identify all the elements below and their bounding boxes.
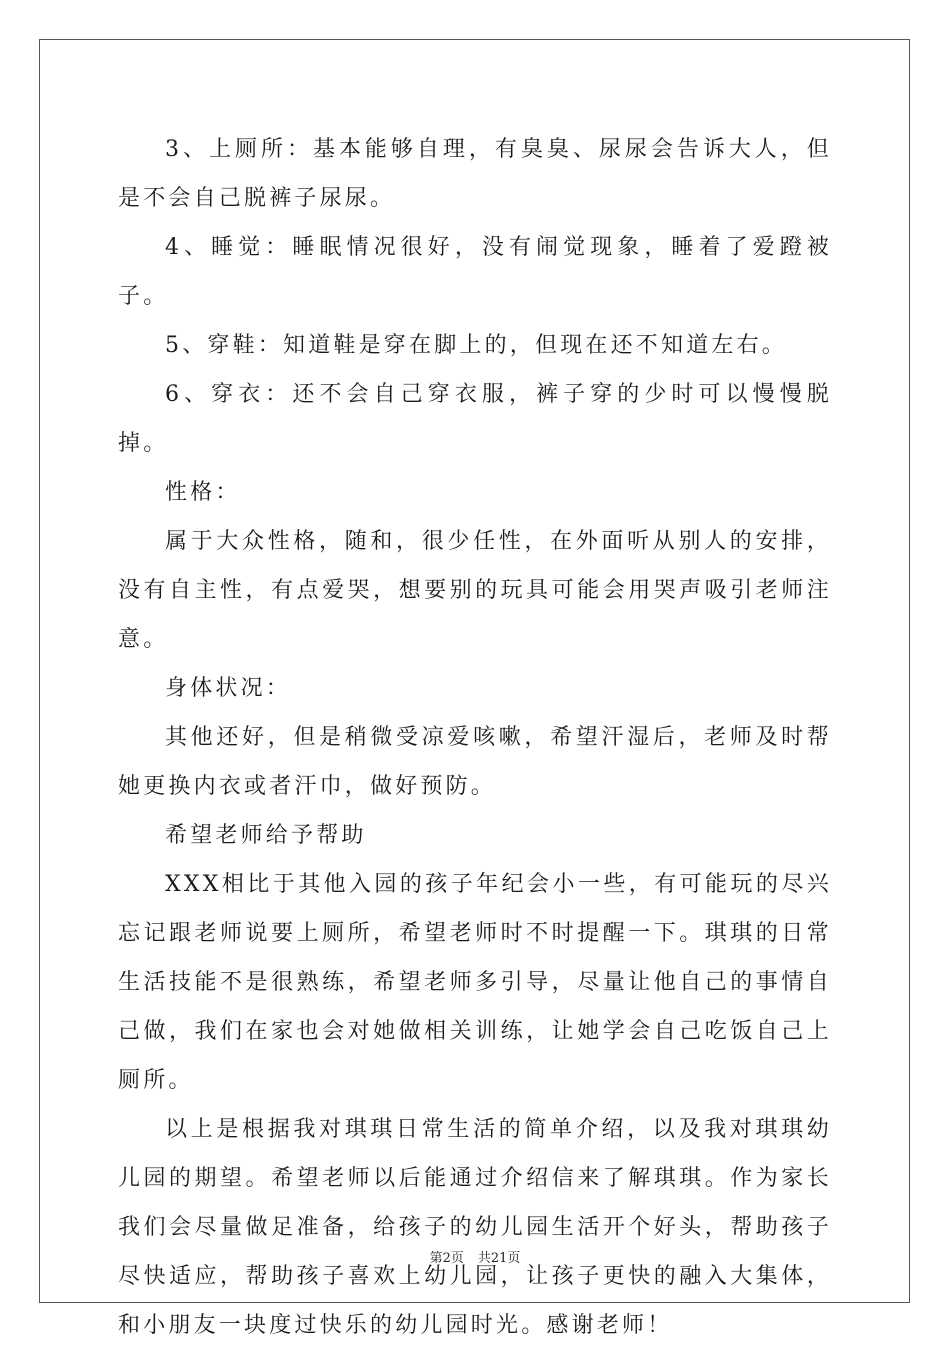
paragraph-help: XXX相比于其他入园的孩子年纪会小一些，有可能玩的尽兴忘记跟老师说要上厕所，希望老师时不时提醒一下。琪琪的日常生活技能不是很熟练，希望老师多引导，尽量让他自己的事情自己做，我们在家也会对她做相关训练，让她学会自己吃饭自己上厕所。 <box>118 872 832 1093</box>
page-total: 共21页 <box>477 1251 521 1266</box>
document-body <box>118 125 832 1350</box>
paragraph-health: 其他还好，但是稍微受凉爱咳嗽，希望汗湿后，老师及时帮她更换内衣或者汗巾，做好预防。 <box>118 725 832 799</box>
heading-health: 身体状况： <box>165 676 292 701</box>
paragraph-closing: 以上是根据我对琪琪日常生活的简单介绍，以及我对琪琪幼儿园的期望。希望老师以后能通过介绍信来了解琪琪。作为家长我们会尽量做足准备，给孩子的幼儿园生活开个好头，帮助孩子尽快适应，帮助孩子喜欢上幼儿园，让孩子更快的融入大集体，和小朋友一块度过快乐的幼儿园时光。感谢老师！ <box>118 1117 832 1338</box>
page-number: 第2页 <box>429 1251 464 1266</box>
page-footer <box>0 1247 950 1266</box>
paragraph-clothes: 6、穿衣：还不会自己穿衣服，裤子穿的少时可以慢慢脱掉。 <box>118 382 832 456</box>
paragraph-personality: 属于大众性格，随和，很少任性，在外面听从别人的安排，没有自主性，有点爱哭，想要别的玩具可能会用哭声吸引老师注意。 <box>118 529 832 652</box>
heading-help: 希望老师给予帮助 <box>165 823 367 848</box>
paragraph-toilet: 3、上厕所：基本能够自理，有臭臭、尿尿会告诉大人，但是不会自己脱裤子尿尿。 <box>118 137 832 211</box>
paragraph-shoes: 5、穿鞋：知道鞋是穿在脚上的，但现在还不知道左右。 <box>165 333 787 358</box>
paragraph-sleep: 4、睡觉：睡眠情况很好，没有闹觉现象，睡着了爱蹬被子。 <box>118 235 832 309</box>
heading-personality: 性格： <box>165 480 241 505</box>
